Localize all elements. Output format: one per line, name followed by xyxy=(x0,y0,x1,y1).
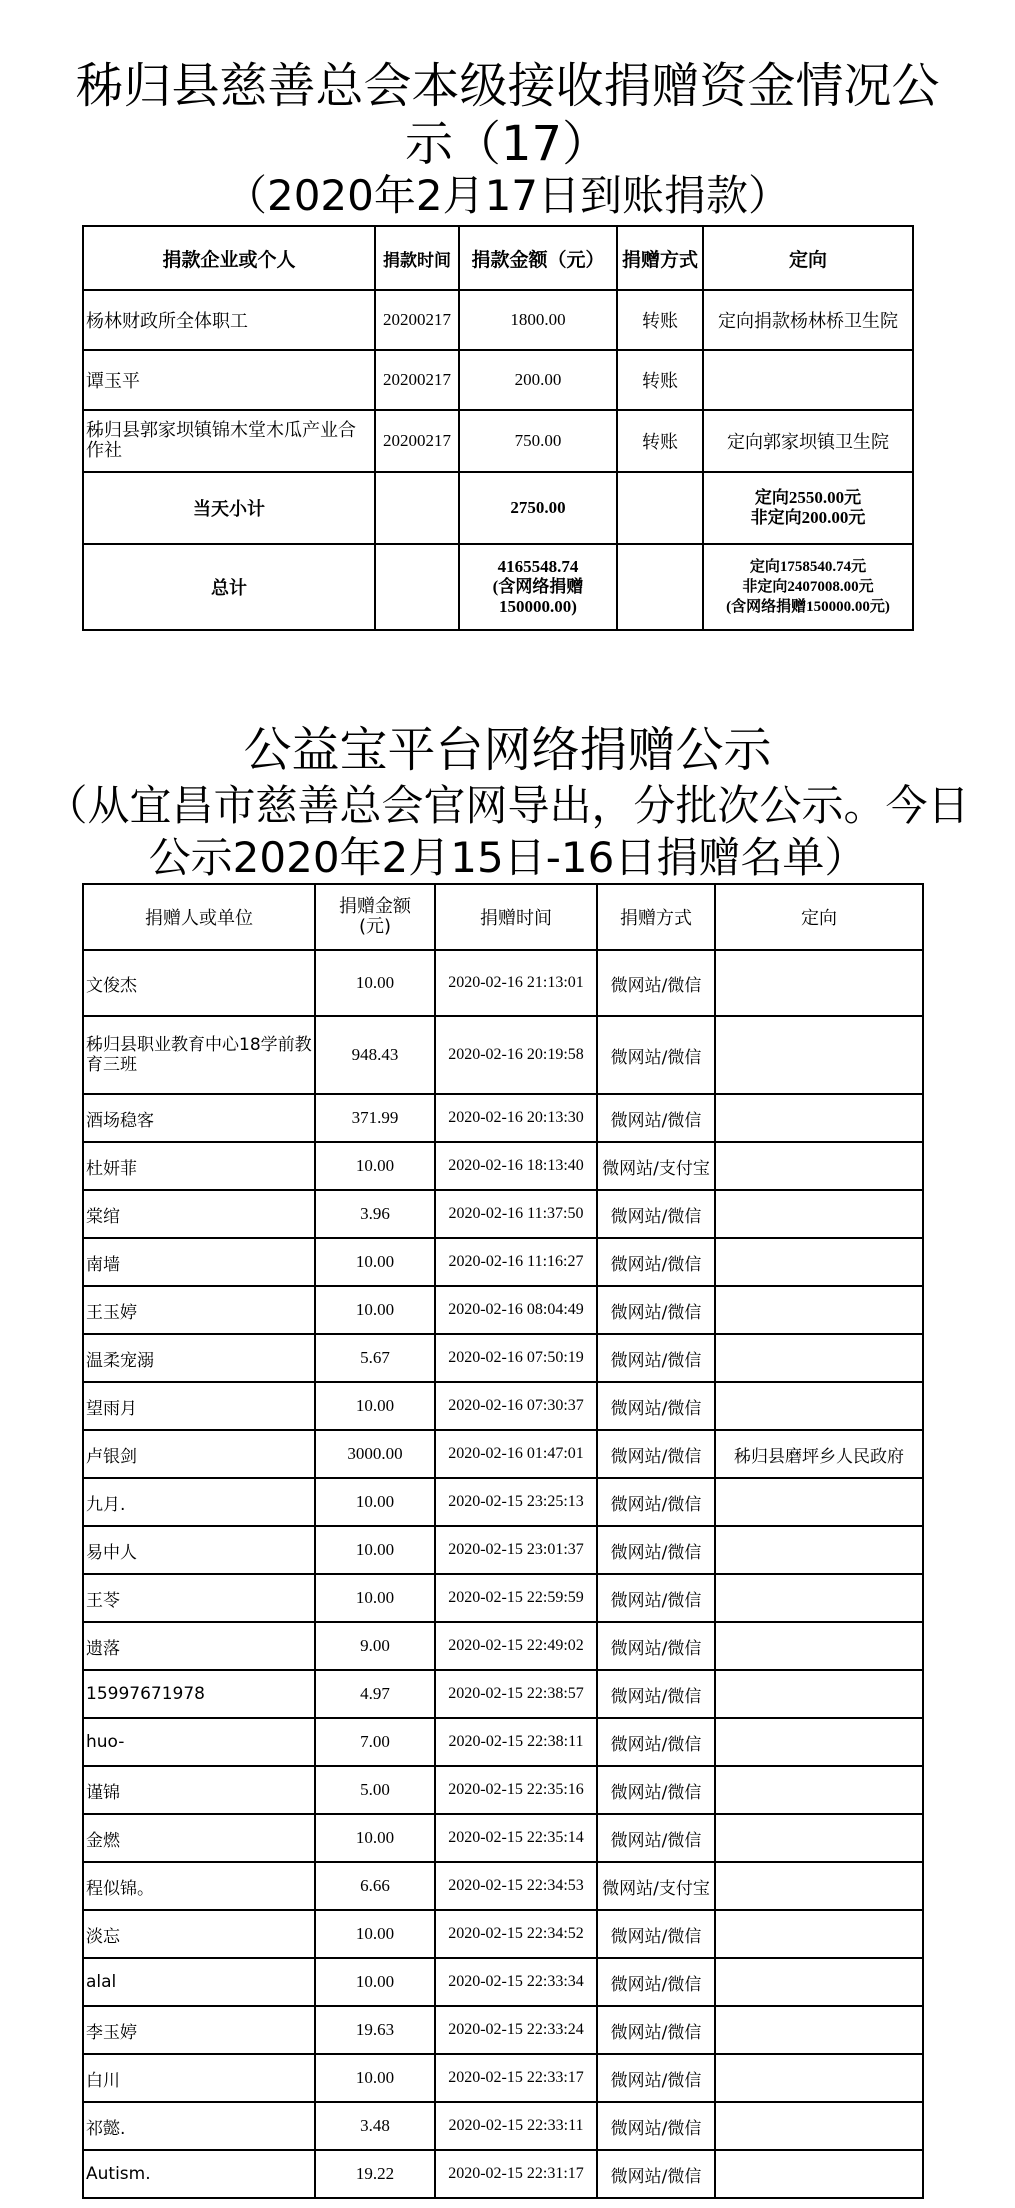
method-cell: 微网站/微信 xyxy=(597,1526,715,1574)
amount-cell: 3000.00 xyxy=(315,1430,435,1478)
amount-cell: 10.00 xyxy=(315,1382,435,1430)
direction-cell xyxy=(715,1190,923,1238)
total-directed: 定向1758540.74元 xyxy=(749,559,867,575)
time-cell: 2020-02-15 22:35:16 xyxy=(435,1766,597,1814)
amount-cell: 3.48 xyxy=(315,2102,435,2150)
amount-cell: 10.00 xyxy=(315,1910,435,1958)
time-cell: 2020-02-15 22:49:02 xyxy=(435,1622,597,1670)
table-row xyxy=(83,1430,923,1478)
time-cell: 2020-02-16 08:04:49 xyxy=(435,1286,597,1334)
page-title: 秭归县慈善总会本级接收捐赠资金情况公 xyxy=(75,58,940,114)
direction-cell xyxy=(715,1238,923,1286)
table-row xyxy=(83,1910,923,1958)
method-cell: 微网站/微信 xyxy=(597,1286,715,1334)
total-amount xyxy=(459,544,617,630)
header-cell: 捐款时间 xyxy=(375,226,459,290)
donor-cell: 淡忘 xyxy=(83,1910,315,1958)
direction-cell xyxy=(715,1862,923,1910)
method-cell: 微网站/微信 xyxy=(597,1382,715,1430)
method-cell: 微网站/微信 xyxy=(597,2150,715,2198)
donor-cell: 程似锦。 xyxy=(83,1862,315,1910)
date-cell: 20200217 xyxy=(375,410,459,472)
amount-cell: 10.00 xyxy=(315,1142,435,1190)
direction-cell xyxy=(715,1382,923,1430)
header-cell: 定向 xyxy=(715,884,923,950)
direction-cell: 秭归县磨坪乡人民政府 xyxy=(715,1430,923,1478)
time-cell: 2020-02-16 01:47:01 xyxy=(435,1430,597,1478)
header-cell xyxy=(315,884,435,950)
total-amount-note-value: 150000.00) xyxy=(499,597,577,616)
time-cell: 2020-02-16 21:13:01 xyxy=(435,950,597,1016)
empty-cell xyxy=(617,472,703,544)
table-row xyxy=(83,1382,923,1430)
table-row xyxy=(83,410,913,472)
subtotal-undirected: 非定向200.00元 xyxy=(750,508,866,527)
amount-cell: 10.00 xyxy=(315,1574,435,1622)
method-cell: 微网站/微信 xyxy=(597,950,715,1016)
amount-cell: 9.00 xyxy=(315,1622,435,1670)
time-cell: 2020-02-15 22:38:11 xyxy=(435,1718,597,1766)
table-row xyxy=(83,2150,923,2198)
page-title-continued: 示（17） xyxy=(404,116,611,172)
method-cell: 微网站/微信 xyxy=(597,1670,715,1718)
header-cell: 捐赠时间 xyxy=(435,884,597,950)
direction-cell xyxy=(715,2006,923,2054)
method-cell: 微网站/微信 xyxy=(597,1094,715,1142)
donor-cell: 九月. xyxy=(83,1478,315,1526)
date-cell: 20200217 xyxy=(375,350,459,410)
direction-cell xyxy=(715,2054,923,2102)
time-cell: 2020-02-15 22:33:11 xyxy=(435,2102,597,2150)
method-cell: 微网站/微信 xyxy=(597,1718,715,1766)
direction-cell xyxy=(715,1958,923,2006)
direction-cell xyxy=(715,1016,923,1094)
amount-cell: 200.00 xyxy=(459,350,617,410)
table-row xyxy=(83,1094,923,1142)
amount-cell: 7.00 xyxy=(315,1718,435,1766)
amount-cell: 10.00 xyxy=(315,1238,435,1286)
donor-cell: 谭玉平 xyxy=(83,350,375,410)
time-cell: 2020-02-15 22:33:34 xyxy=(435,1958,597,2006)
amount-cell: 10.00 xyxy=(315,950,435,1016)
amount-cell: 1800.00 xyxy=(459,290,617,350)
date-cell: 20200217 xyxy=(375,290,459,350)
donor-cell: huo- xyxy=(83,1718,315,1766)
table-row xyxy=(83,1334,923,1382)
direction-cell xyxy=(715,1094,923,1142)
donor-cell: 酒场稳客 xyxy=(83,1094,315,1142)
time-cell: 2020-02-16 07:50:19 xyxy=(435,1334,597,1382)
time-cell: 2020-02-16 11:37:50 xyxy=(435,1190,597,1238)
time-cell: 2020-02-16 20:13:30 xyxy=(435,1094,597,1142)
direction-cell xyxy=(715,1766,923,1814)
total-label: 总计 xyxy=(83,544,375,630)
amount-cell: 371.99 xyxy=(315,1094,435,1142)
donor-cell: 望雨月 xyxy=(83,1382,315,1430)
time-cell: 2020-02-16 07:30:37 xyxy=(435,1382,597,1430)
method-cell: 微网站/微信 xyxy=(597,2054,715,2102)
donor-cell: alal xyxy=(83,1958,315,2006)
table-row xyxy=(83,1142,923,1190)
empty-cell xyxy=(617,544,703,630)
method-cell: 转账 xyxy=(617,410,703,472)
time-cell: 2020-02-15 22:59:59 xyxy=(435,1574,597,1622)
direction-cell xyxy=(715,1478,923,1526)
subtotal-label: 当天小计 xyxy=(83,472,375,544)
direction-cell: 定向捐款杨林桥卫生院 xyxy=(703,290,913,350)
table-row xyxy=(83,1574,923,1622)
donation-table xyxy=(82,225,914,631)
subtotal-amount: 2750.00 xyxy=(459,472,617,544)
header-cell: 捐款企业或个人 xyxy=(83,226,375,290)
table-row xyxy=(83,1478,923,1526)
section-subtitle: （从宜昌市慈善总会官网导出，分批次公示。今日 xyxy=(45,781,970,830)
donor-cell: 谨锦 xyxy=(83,1766,315,1814)
direction-cell xyxy=(715,1670,923,1718)
direction-cell xyxy=(715,1622,923,1670)
time-cell: 2020-02-15 22:33:24 xyxy=(435,2006,597,2054)
method-cell: 微网站/微信 xyxy=(597,2006,715,2054)
method-cell: 微网站/微信 xyxy=(597,1478,715,1526)
amount-cell: 19.63 xyxy=(315,2006,435,2054)
method-cell: 微网站/支付宝 xyxy=(597,1862,715,1910)
amount-cell: 4.97 xyxy=(315,1670,435,1718)
amount-cell: 10.00 xyxy=(315,1286,435,1334)
table-row xyxy=(83,1862,923,1910)
time-cell: 2020-02-15 22:31:17 xyxy=(435,2150,597,2198)
subtotal-directed: 定向2550.00元 xyxy=(754,488,862,507)
direction-cell xyxy=(715,2150,923,2198)
method-cell: 微网站/微信 xyxy=(597,1190,715,1238)
table-row xyxy=(83,950,923,1016)
online-donation-table xyxy=(82,883,924,2199)
time-cell: 2020-02-15 23:25:13 xyxy=(435,1478,597,1526)
donor-cell: 秭归县郭家坝镇锦木堂木瓜产业合作社 xyxy=(83,410,375,472)
donor-cell: 秭归县职业教育中心18学前教育三班 xyxy=(83,1016,315,1094)
table-row xyxy=(83,1526,923,1574)
direction-cell xyxy=(715,1910,923,1958)
amount-cell: 750.00 xyxy=(459,410,617,472)
donor-cell: 王玉婷 xyxy=(83,1286,315,1334)
time-cell: 2020-02-15 22:34:52 xyxy=(435,1910,597,1958)
method-cell: 微网站/微信 xyxy=(597,1334,715,1382)
method-cell: 微网站/微信 xyxy=(597,1622,715,1670)
total-amount-note: (含网络捐赠 xyxy=(492,577,584,596)
direction-cell xyxy=(715,1718,923,1766)
time-cell: 2020-02-15 22:38:57 xyxy=(435,1670,597,1718)
table-row xyxy=(83,1766,923,1814)
donor-cell: 李玉婷 xyxy=(83,2006,315,2054)
empty-cell xyxy=(375,472,459,544)
subtotal-row xyxy=(83,472,913,544)
table-row xyxy=(83,1958,923,2006)
table-row xyxy=(83,2006,923,2054)
direction-cell xyxy=(715,1286,923,1334)
amount-cell: 3.96 xyxy=(315,1190,435,1238)
amount-cell: 6.66 xyxy=(315,1862,435,1910)
amount-cell: 948.43 xyxy=(315,1016,435,1094)
table-row xyxy=(83,1238,923,1286)
donor-cell: 棠绾 xyxy=(83,1190,315,1238)
method-cell: 转账 xyxy=(617,290,703,350)
total-direction xyxy=(703,544,913,630)
method-cell: 微网站/支付宝 xyxy=(597,1142,715,1190)
header-cell: 捐款金额（元） xyxy=(459,226,617,290)
empty-cell xyxy=(375,544,459,630)
method-cell: 微网站/微信 xyxy=(597,1814,715,1862)
section-subtitle-continued: 公示2020年2月15日-16日捐赠名单） xyxy=(148,833,867,882)
donor-cell: 南墙 xyxy=(83,1238,315,1286)
header-cell: 捐赠方式 xyxy=(597,884,715,950)
method-cell: 微网站/微信 xyxy=(597,1910,715,1958)
header-amount-unit: (元) xyxy=(358,916,392,937)
total-amount-value: 4165548.74 xyxy=(497,557,579,576)
donor-cell: 金燃 xyxy=(83,1814,315,1862)
total-row xyxy=(83,544,913,630)
direction-cell xyxy=(715,2102,923,2150)
table-row xyxy=(83,290,913,350)
donor-cell: 卢银剑 xyxy=(83,1430,315,1478)
donor-cell: Autism. xyxy=(83,2150,315,2198)
method-cell: 微网站/微信 xyxy=(597,1430,715,1478)
amount-cell: 10.00 xyxy=(315,1526,435,1574)
total-online-note: (含网络捐赠150000.00元) xyxy=(726,599,890,615)
direction-cell xyxy=(703,350,913,410)
method-cell: 转账 xyxy=(617,350,703,410)
header-cell: 捐赠人或单位 xyxy=(83,884,315,950)
table-row xyxy=(83,1814,923,1862)
table-row xyxy=(83,350,913,410)
amount-cell: 5.00 xyxy=(315,1766,435,1814)
amount-cell: 10.00 xyxy=(315,1814,435,1862)
time-cell: 2020-02-16 18:13:40 xyxy=(435,1142,597,1190)
donor-cell: 祁懿. xyxy=(83,2102,315,2150)
direction-cell xyxy=(715,1574,923,1622)
header-cell: 捐赠方式 xyxy=(617,226,703,290)
total-undirected: 非定向2407008.00元 xyxy=(742,579,874,595)
donor-cell: 王苓 xyxy=(83,1574,315,1622)
direction-cell xyxy=(715,1142,923,1190)
table-row xyxy=(83,1670,923,1718)
donor-cell: 易中人 xyxy=(83,1526,315,1574)
time-cell: 2020-02-15 22:35:14 xyxy=(435,1814,597,1862)
method-cell: 微网站/微信 xyxy=(597,1238,715,1286)
table-header-row xyxy=(83,884,923,950)
amount-cell: 19.22 xyxy=(315,2150,435,2198)
amount-cell: 10.00 xyxy=(315,2054,435,2102)
amount-cell: 5.67 xyxy=(315,1334,435,1382)
method-cell: 微网站/微信 xyxy=(597,1958,715,2006)
section-title: 公益宝平台网络捐赠公示 xyxy=(243,722,772,778)
donor-cell: 杜妍菲 xyxy=(83,1142,315,1190)
time-cell: 2020-02-15 23:01:37 xyxy=(435,1526,597,1574)
donor-cell: 遗落 xyxy=(83,1622,315,1670)
direction-cell xyxy=(715,1526,923,1574)
method-cell: 微网站/微信 xyxy=(597,1574,715,1622)
table-row xyxy=(83,1016,923,1094)
time-cell: 2020-02-16 11:16:27 xyxy=(435,1238,597,1286)
direction-cell xyxy=(715,1814,923,1862)
donor-cell: 文俊杰 xyxy=(83,950,315,1016)
time-cell: 2020-02-15 22:33:17 xyxy=(435,2054,597,2102)
table-row xyxy=(83,2102,923,2150)
time-cell: 2020-02-15 22:34:53 xyxy=(435,1862,597,1910)
direction-cell xyxy=(715,1334,923,1382)
amount-cell: 10.00 xyxy=(315,1958,435,2006)
header-cell: 定向 xyxy=(703,226,913,290)
page-subtitle: （2020年2月17日到账捐款） xyxy=(224,171,791,220)
table-row xyxy=(83,2054,923,2102)
amount-cell: 10.00 xyxy=(315,1478,435,1526)
method-cell: 微网站/微信 xyxy=(597,1016,715,1094)
table-header-row xyxy=(83,226,913,290)
table-row xyxy=(83,1718,923,1766)
table-row xyxy=(83,1286,923,1334)
table-row xyxy=(83,1622,923,1670)
method-cell: 微网站/微信 xyxy=(597,1766,715,1814)
time-cell: 2020-02-16 20:19:58 xyxy=(435,1016,597,1094)
method-cell: 微网站/微信 xyxy=(597,2102,715,2150)
header-amount-label: 捐赠金额 xyxy=(339,896,411,917)
direction-cell: 定向郭家坝镇卫生院 xyxy=(703,410,913,472)
donor-cell: 15997671978 xyxy=(83,1670,315,1718)
table-row xyxy=(83,1190,923,1238)
direction-cell xyxy=(715,950,923,1016)
donor-cell: 杨林财政所全体职工 xyxy=(83,290,375,350)
subtotal-direction xyxy=(703,472,913,544)
donor-cell: 白川 xyxy=(83,2054,315,2102)
donor-cell: 温柔宠溺 xyxy=(83,1334,315,1382)
